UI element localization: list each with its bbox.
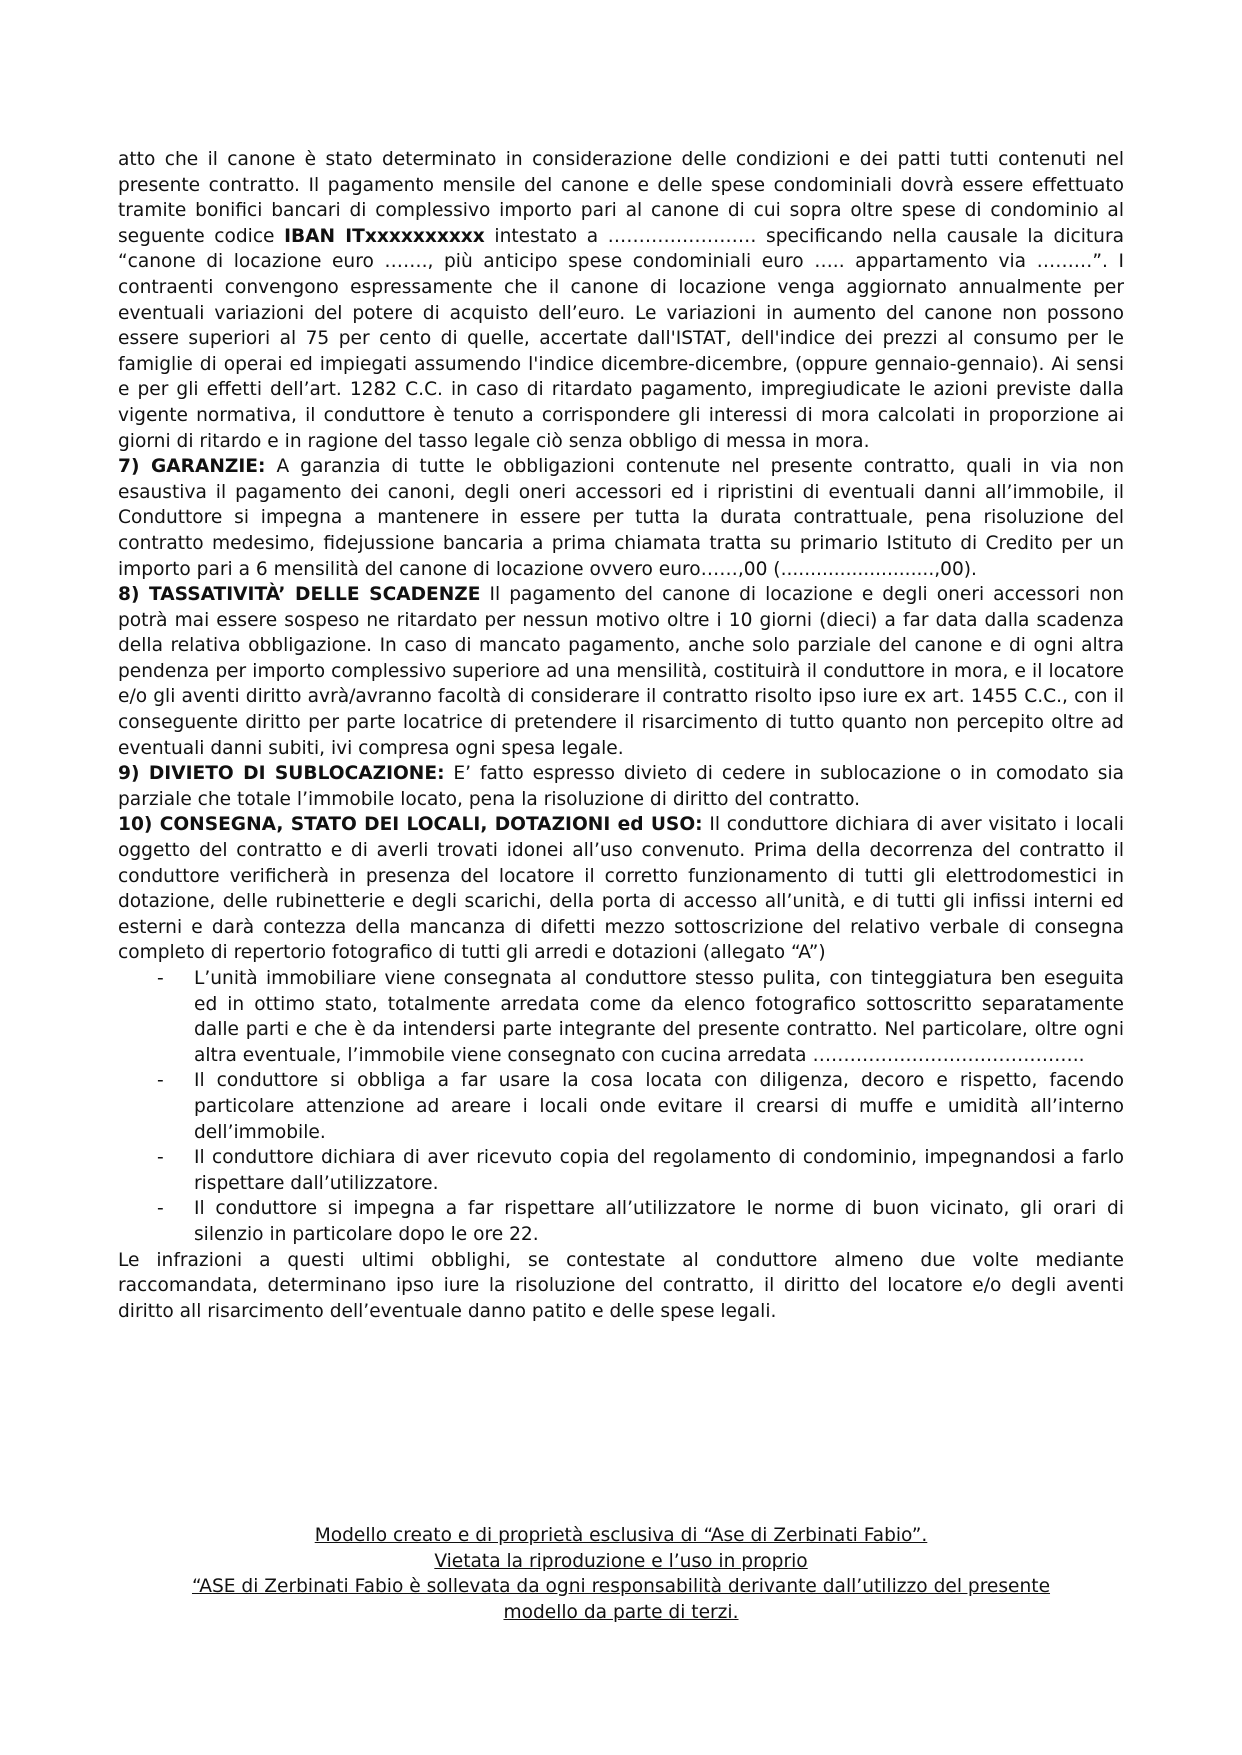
footer-line-disclaimer-end: modello da parte di terzi. <box>503 1601 739 1623</box>
payment-text: atto che il canone è stato determinato in considerazione delle condizioni e dei patti tutti contenuti nel presente contratto. Il pagamento mensile del canone e delle spese condominiali dovrà essere effettuato tramite bonifici bancari di complessivo importo pari al canone di cui sopra oltre spese di condominio al seguente codice <box>118 149 1124 247</box>
bullet-dash: - <box>157 1198 164 1220</box>
bullet-dash: - <box>157 968 164 989</box>
list-item-text: Il conduttore si obbliga a far usare la cosa locata con diligenza, decoro e rispetto, facendo particolare attenzione ad areare i locali onde evitare il crearsi di muffe e umidità all’interno dell’immobile. <box>194 1070 1124 1143</box>
section-10-heading: 10) CONSEGNA, STATO DEI LOCALI, DOTAZIONI ed USO: <box>118 814 703 836</box>
bullet-dash: - <box>157 1147 164 1169</box>
closing-paragraph: Le infrazioni a questi ultimi obblighi, se contestate al conduttore almeno due volte mediante raccomandata, determinano ipso iure la risoluzione del contratto, il diritto del locatore e/o degli aventi diritto all risarcimento dell’eventuale danno patito e delle spese legali. <box>118 1249 1124 1322</box>
section-8-body: Il pagamento del canone di locazione e degli oneri accessori non potrà mai essere sospeso ne ritardato per nessun motivo oltre i 10 giorni (dieci) a far data dalla scadenza della relativa obbligazione. In caso di mancato pagamento, anche solo parziale del canone e di ogni altra pendenza per importo complessivo superiore ad una mensilità, costituirà il conduttore in mora, e il locatore e/o gli aventi diritto avrà/avranno facoltà di considerare il contratto risolto ipso iure ex art. 1455 C.C., con il conseguente diritto per parte locatrice di pretendere il risarcimento di tutto quanto non percepito oltre ad eventuali danni subiti, ivi compresa ogni spesa legale. <box>118 584 1124 759</box>
section-7-heading: 7) GARANZIE: <box>118 456 266 478</box>
list-item <box>118 1196 1124 1247</box>
section-10-delivery <box>118 812 1124 966</box>
iban-code: IBAN ITxxxxxxxxxx <box>284 225 485 247</box>
footer-line-disclaimer: “ASE di Zerbinati Fabio è sollevata da ogni responsabilità derivante dall’utilizzo del presente <box>191 1576 1051 1598</box>
list-item <box>118 1145 1124 1196</box>
section-9-sublease <box>118 761 1124 812</box>
section-9-heading: 9) DIVIETO DI SUBLOCAZIONE: <box>118 763 445 785</box>
document-page <box>118 147 1124 1324</box>
section-10-body: Il conduttore dichiara di aver visitato i locali oggetto del contratto e di averli trovati idonei all’uso convenuto. Prima della decorrenza del contratto il conduttore verificherà in presenza del locatore il corretto funzionamento di tutti gli elettrodomestici in dotazione, delle rubinetterie e degli scarichi, della porta di accesso all’unità, e di tutti gli infissi interni ed esterni e darà contezza della mancanza di difetti mezzo sottoscrizione del relativo verbale di consegna completo di repertorio fotografico di tutti gli arredi e dotazioni (allegato “A”) <box>118 814 1124 964</box>
payment-text-continued: intestato a …………………… specificando nella causale la dicitura “canone di locazione euro ……., più anticipo spese condominiali euro ….. appartamento via ………”. I contraenti convengono espressamente che il canone di locazione venga aggiornato annualmente per eventuali variazioni del potere di acquisto dell’euro. Le variazioni in aumento del canone non possono essere superiori al 75 per cento di quelle, accertate dall'ISTAT, dell'indice dei prezzi al consumo per le famiglie di operai ed impiegati assumendo l'indice dicembre-dicembre, (oppure gennaio-gennaio). Ai sensi e per gli effetti dell’art. 1282 C.C. in caso di ritardato pagamento, impregiudicate le azioni previste dalla vigente normativa, il conduttore è tenuto a corrispondere gli interessi di mora calcolati in proporzione ai giorni di ritardo e in ragione del tasso legale ciò senza obbligo di messa in mora. <box>118 225 1125 452</box>
section-9-body: E’ fatto espresso divieto di cedere in sublocazione o in comodato sia parziale che totale l’immobile locato, pena la risoluzione di diritto del contratto. <box>118 763 1125 810</box>
section-8-heading: 8) TASSATIVITÀ’ DELLE SCADENZE <box>118 584 481 606</box>
payment-paragraph <box>118 147 1124 454</box>
list-item <box>118 966 1124 1068</box>
list-item-text: Il conduttore dichiara di aver ricevuto copia del regolamento di condominio, impegnandosi a farlo rispettare dall’utilizzatore. <box>194 1147 1124 1194</box>
copyright-footer <box>118 1523 1124 1625</box>
section-7-body: A garanzia di tutte le obbligazioni contenute nel presente contratto, quali in via non esaustiva il pagamento dei canoni, degli oneri accessori ed i ripristini di eventuali danni all’immobile, il Conduttore si impegna a mantenere in essere per tutta la durata contrattuale, pena risoluzione del contratto medesimo, fidejussione bancaria a prima chiamata tratta su primario Istituto di Credito per un importo pari a 6 mensilità del canone di locazione ovvero euro……,00 (..........................,00). <box>118 456 1124 580</box>
section-8-deadlines <box>118 582 1124 761</box>
footer-line-prohibition: Vietata la riproduzione e l’uso in proprio <box>434 1550 808 1572</box>
bullet-dash: - <box>157 1070 164 1092</box>
footer-line-ownership: Modello creato e di proprietà esclusiva di “Ase di Zerbinati Fabio”. <box>314 1525 928 1546</box>
list-item-text: L’unità immobiliare viene consegnata al conduttore stesso pulita, con tinteggiatura ben eseguita ed in ottimo stato, totalmente arredata come da elenco fotografico sottoscritto separatamente dalle parti e che è da intendersi parte integrante del presente contratto. Nel particolare, oltre ogni altra eventuale, l’immobile viene consegnato con cucina arredata …………………………………….. <box>194 968 1124 1066</box>
list-item <box>118 1068 1124 1145</box>
section-10-obligations-list <box>118 966 1124 1248</box>
section-7-guarantees <box>118 454 1124 582</box>
list-item-text: Il conduttore si impegna a far rispettare all’utilizzatore le norme di buon vicinato, gli orari di silenzio in particolare dopo le ore 22. <box>194 1198 1124 1245</box>
